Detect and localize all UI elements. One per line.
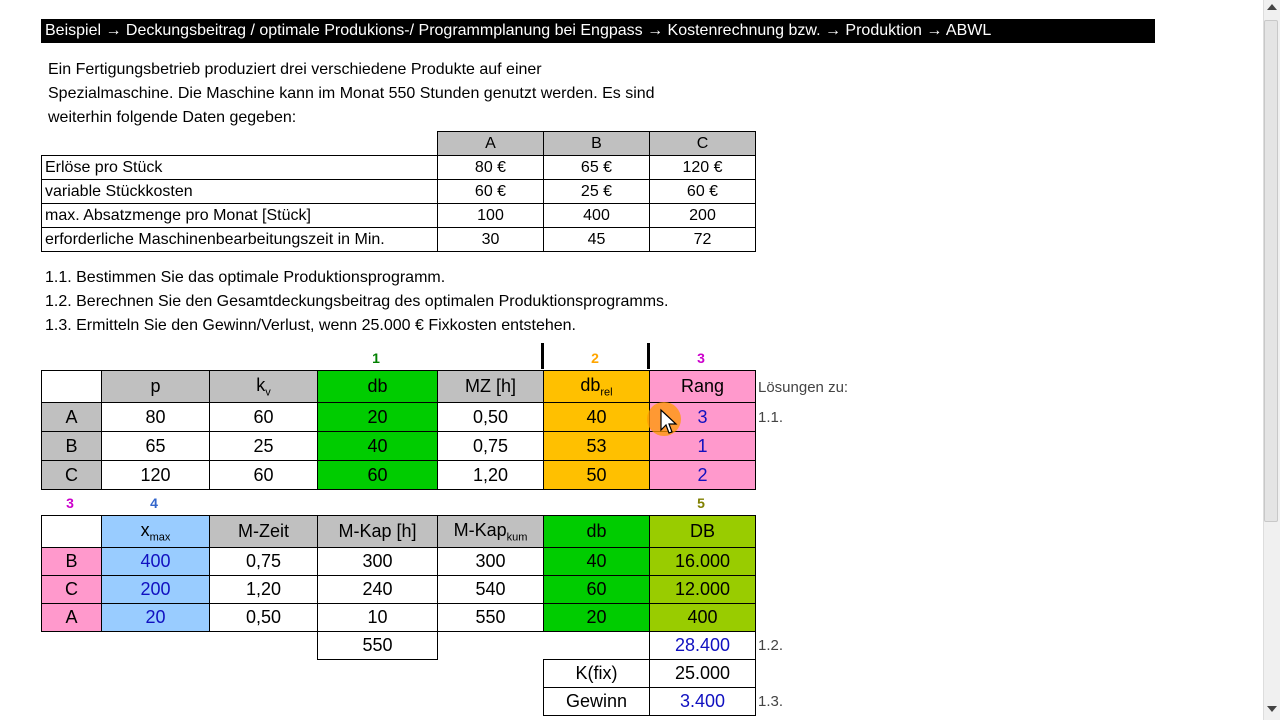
cell[interactable]: 45 <box>544 228 650 252</box>
cell[interactable]: 400 <box>544 204 650 228</box>
empty-cell <box>102 688 210 716</box>
sum-mkap[interactable]: 550 <box>318 632 438 660</box>
product-label[interactable]: C <box>42 461 102 490</box>
header-x-sub: max <box>149 531 171 544</box>
cell-mkapkum[interactable]: 300 <box>438 548 544 576</box>
page-header: Beispiel → Deckungsbeitrag / optimale Produkions-/ Programmplanung bei Engpass → Kostenrechnung bzw. → Produktion → ABWL <box>41 19 1155 43</box>
header-kv[interactable] <box>210 371 318 403</box>
cell-mkapkum[interactable]: 550 <box>438 604 544 632</box>
cell-db[interactable]: 40 <box>544 548 650 576</box>
empty-cell <box>210 632 318 660</box>
row-label[interactable]: erforderliche Maschinenbearbeitungszeit in Min. <box>42 228 438 252</box>
cell[interactable]: 100 <box>438 204 544 228</box>
data-table <box>41 131 756 252</box>
cell-DB[interactable]: 12.000 <box>650 576 756 604</box>
cell-db[interactable]: 40 <box>318 432 438 461</box>
task-item: 1.3. Ermitteln Sie den Gewinn/Verlust, wenn 25.000 € Fixkosten entstehen. <box>45 317 576 334</box>
cell[interactable]: 200 <box>650 204 756 228</box>
step-number-3: 3 <box>66 495 74 511</box>
cell-p[interactable]: 65 <box>102 432 210 461</box>
intro-line: weiterhin folgende Daten gegeben: <box>48 109 297 126</box>
cell-rang[interactable]: 2 <box>650 461 756 490</box>
empty-cell <box>42 371 102 403</box>
scroll-thumb[interactable] <box>1264 20 1278 522</box>
empty-cell <box>42 516 102 548</box>
program-table <box>41 515 756 716</box>
intro-text <box>48 58 748 130</box>
cell-p[interactable]: 120 <box>102 461 210 490</box>
cell-x[interactable]: 20 <box>102 604 210 632</box>
cell-DB[interactable]: 16.000 <box>650 548 756 576</box>
header-xmax[interactable] <box>102 516 210 548</box>
row-label[interactable]: variable Stückkosten <box>42 180 438 204</box>
cell-x[interactable]: 400 <box>102 548 210 576</box>
product-label[interactable]: A <box>42 403 102 432</box>
step-number-2: 2 <box>591 350 599 366</box>
cell-mzeit[interactable]: 0,75 <box>210 548 318 576</box>
cell-mz[interactable]: 0,75 <box>438 432 544 461</box>
empty-cell <box>210 688 318 716</box>
cell[interactable]: 60 € <box>650 180 756 204</box>
cell-k[interactable]: 60 <box>210 403 318 432</box>
gewinn-label[interactable]: Gewinn <box>544 688 650 716</box>
cell[interactable]: 72 <box>650 228 756 252</box>
cell-mz[interactable]: 1,20 <box>438 461 544 490</box>
scroll-up-icon[interactable] <box>1267 4 1277 10</box>
header-db[interactable]: db <box>318 371 438 403</box>
header-dbrel[interactable] <box>544 371 650 403</box>
empty-cell <box>438 688 544 716</box>
cell-mkap[interactable]: 240 <box>318 576 438 604</box>
cell-mkapkum[interactable]: 540 <box>438 576 544 604</box>
header-dbrel-main: db <box>580 374 601 395</box>
cell-db[interactable]: 20 <box>318 403 438 432</box>
empty-cell <box>438 632 544 660</box>
empty-cell <box>102 632 210 660</box>
intro-line: Ein Fertigungsbetrieb produziert drei verschiedene Produkte auf einer <box>48 61 542 78</box>
scroll-down-icon[interactable] <box>1267 706 1277 712</box>
cell-rang[interactable]: 1 <box>650 432 756 461</box>
cell-x[interactable]: 200 <box>102 576 210 604</box>
empty-cell <box>438 660 544 688</box>
empty-cell <box>42 632 102 660</box>
step-number-5: 5 <box>697 495 705 511</box>
step-number-1: 1 <box>372 350 380 366</box>
cell-db[interactable]: 60 <box>318 461 438 490</box>
empty-cell <box>318 688 438 716</box>
header-mz[interactable]: MZ [h] <box>438 371 544 403</box>
cell-p[interactable]: 80 <box>102 403 210 432</box>
selection-marker <box>541 343 544 369</box>
empty-cell <box>210 660 318 688</box>
row-label[interactable]: Erlöse pro Stück <box>42 156 438 180</box>
sum-DB[interactable]: 28.400 <box>650 632 756 660</box>
cell-k[interactable]: 25 <box>210 432 318 461</box>
cell-k[interactable]: 60 <box>210 461 318 490</box>
product-label[interactable]: C <box>42 576 102 604</box>
header-rang[interactable]: Rang <box>650 371 756 403</box>
task-list <box>45 266 668 338</box>
cell[interactable]: 80 € <box>438 156 544 180</box>
cell-mzeit[interactable]: 0,50 <box>210 604 318 632</box>
header-DB[interactable]: DB <box>650 516 756 548</box>
empty-cell <box>318 660 438 688</box>
task-item: 1.1. Bestimmen Sie das optimale Produktionsprogramm. <box>45 269 446 286</box>
header-mkapkum-sub: kum <box>506 531 528 544</box>
cell-db[interactable]: 20 <box>544 604 650 632</box>
col-header-c[interactable]: C <box>650 132 756 156</box>
cell-mkap[interactable]: 300 <box>318 548 438 576</box>
selection-marker <box>647 343 650 369</box>
cell-mzeit[interactable]: 1,20 <box>210 576 318 604</box>
header-mkapkum[interactable] <box>438 516 544 548</box>
cell[interactable]: 60 € <box>438 180 544 204</box>
col-header-b[interactable]: B <box>544 132 650 156</box>
empty-cell <box>42 660 102 688</box>
cell-mkap[interactable]: 10 <box>318 604 438 632</box>
move-cursor-icon <box>658 408 680 438</box>
task-item: 1.2. Berechnen Sie den Gesamtdeckungsbeitrag des optimalen Produktionsprogramms. <box>45 293 669 310</box>
cell-dbrel[interactable]: 50 <box>544 461 650 490</box>
header-db[interactable]: db <box>544 516 650 548</box>
product-label[interactable]: A <box>42 604 102 632</box>
product-label[interactable]: B <box>42 548 102 576</box>
note-1-2: 1.2. <box>758 637 784 654</box>
col-header-a[interactable]: A <box>438 132 544 156</box>
cell-db[interactable]: 60 <box>544 576 650 604</box>
cell-DB[interactable]: 400 <box>650 604 756 632</box>
step-number-4: 4 <box>150 495 158 511</box>
cell-mz[interactable]: 0,50 <box>438 403 544 432</box>
db-table <box>41 370 756 490</box>
cell-dbrel[interactable]: 53 <box>544 432 650 461</box>
cell[interactable]: 65 € <box>544 156 650 180</box>
cell-dbrel[interactable]: 40 <box>544 403 650 432</box>
cell-rang[interactable]: 3 <box>650 403 756 432</box>
kfix-label[interactable]: K(fix) <box>544 660 650 688</box>
row-label[interactable]: max. Absatzmenge pro Monat [Stück] <box>42 204 438 228</box>
intro-line: Spezialmaschine. Die Maschine kann im Monat 550 Stunden genutzt werden. Es sind <box>48 85 655 102</box>
header-dbrel-sub: rel <box>600 386 613 399</box>
header-x: x <box>140 519 150 540</box>
empty-cell <box>42 688 102 716</box>
gewinn-value[interactable]: 3.400 <box>650 688 756 716</box>
header-p[interactable]: p <box>102 371 210 403</box>
empty-cell <box>102 660 210 688</box>
header-mkap[interactable]: M-Kap [h] <box>318 516 438 548</box>
step-number-3: 3 <box>697 350 705 366</box>
product-label[interactable]: B <box>42 432 102 461</box>
kfix-value[interactable]: 25.000 <box>650 660 756 688</box>
cell[interactable]: 30 <box>438 228 544 252</box>
header-k-sub: v <box>265 386 271 399</box>
header-k: k <box>256 374 266 395</box>
cell[interactable]: 25 € <box>544 180 650 204</box>
cell[interactable]: 120 € <box>650 156 756 180</box>
solution-label: Lösungen zu: <box>758 379 849 396</box>
header-mzeit[interactable]: M-Zeit <box>210 516 318 548</box>
note-1-3: 1.3. <box>758 693 784 710</box>
note-1-1: 1.1. <box>758 409 784 426</box>
header-mkapkum-main: M-Kap <box>453 519 507 540</box>
empty-cell <box>544 632 650 660</box>
empty-cell <box>42 132 438 156</box>
